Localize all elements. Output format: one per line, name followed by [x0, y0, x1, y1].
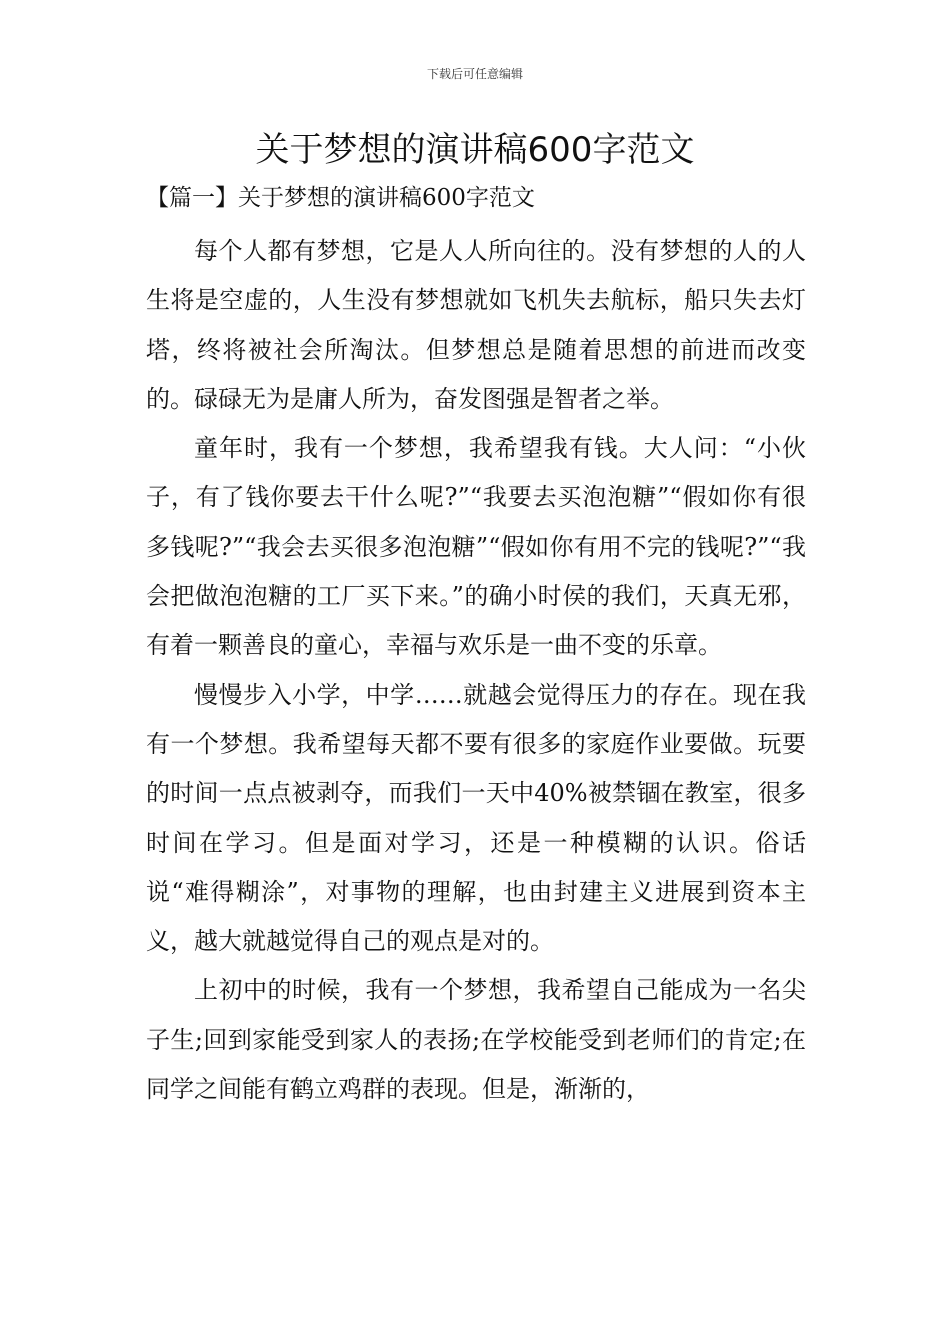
- paragraph: 每个人都有梦想，它是人人所向往的。没有梦想的人的人生将是空虚的，人生没有梦想就如飞机失去航标，船只失去灯塔，终将被社会所淘汰。但梦想总是随着思想的前进而改变的。碌碌无为是庸人所为，奋发图强是智者之举。: [146, 237, 806, 413]
- document-title: 关于梦想的演讲稿600字范文: [255, 130, 695, 170]
- paragraph: 童年时，我有一个梦想，我希望我有钱。大人问：“小伙子，有了钱你要去干什么呢?”“我要去买泡泡糖”“假如你有很多钱呢?”“我会去买很多泡泡糖”“假如你有用不完的钱呢?”“我会把做泡泡糖的工厂买下来。”的确小时侯的我们，天真无邪，有着一颗善良的童心，幸福与欢乐是一曲不变的乐章。: [146, 434, 806, 660]
- section-heading: 【篇一】关于梦想的演讲稿600字范文: [146, 185, 535, 211]
- paragraph: 慢慢步入小学，中学……就越会觉得压力的存在。现在我有一个梦想。我希望每天都不要有很多的家庭作业要做。玩要的时间一点点被剥夺，而我们一天中40%被禁锢在教室，很多时间在学习。但是面对学习，还是一种模糊的认识。俗话说“难得糊涂”，对事物的理解，也由封建主义进展到资本主义，越大就越觉得自己的观点是对的。: [146, 680, 806, 956]
- header-note: 下载后可任意编辑: [426, 67, 523, 81]
- document-body: [146, 227, 806, 1114]
- paragraph: 上初中的时候，我有一个梦想，我希望自己能成为一名尖子生;回到家能受到家人的表扬;在学校能受到老师们的肯定;在同学之间能有鹤立鸡群的表现。但是，渐渐的，: [146, 976, 806, 1104]
